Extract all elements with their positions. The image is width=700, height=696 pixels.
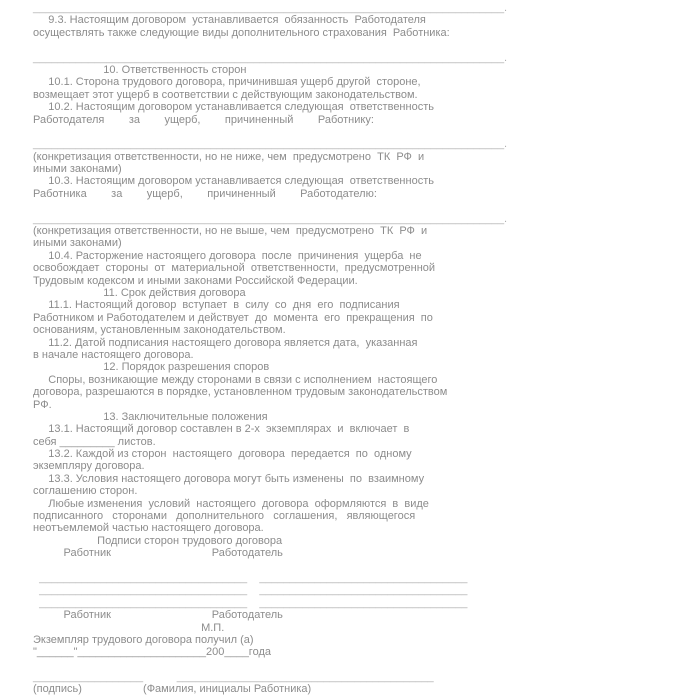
clause-10-3-note-line-2: иными законами) — [33, 237, 122, 250]
clause-13-3-para-2-line-1: Любые изменения условий настоящего договора оформляются в виде — [33, 497, 429, 510]
blank-line — [33, 659, 700, 671]
receipt-date-line: "______"_____________________200____года — [33, 646, 271, 659]
clause-13-3-para-2-line-3: неотъемлемой частью настоящего договора. — [33, 522, 264, 535]
clause-10-2-line-1: 10.2. Настоящим договором устанавливается следующая ответственность — [33, 101, 434, 114]
signature-party-labels: Работник Работодатель — [33, 609, 283, 622]
receipt-statement: Экземпляр трудового договора получил (а) — [33, 633, 254, 646]
blank-line — [33, 560, 700, 572]
signature-party-labels: Работник Работодатель — [33, 547, 283, 560]
clause-13-2-line-2: экземпляру договора. — [33, 460, 145, 473]
signatures-heading: Подписи сторон трудового договора — [33, 534, 283, 547]
clause-10-2-line-2: Работодателя за ущерб, причиненный Работнику: — [33, 113, 374, 126]
signature-line-pair: __________________________________ __________________________________ — [33, 596, 468, 609]
section-heading-12: 12. Порядок разрешения споров — [33, 361, 270, 374]
clause-13-3-line-2: соглашению сторон. — [33, 485, 138, 498]
clause-13-2-line-1: 13.2. Каждой из сторон настоящего договора передается по одному — [33, 448, 412, 461]
section-12-body-line-2: договора, разрешаются в порядке, установленном трудовым законодательством — [33, 386, 448, 399]
document-body — [33, 2, 700, 696]
section-heading-11: 11. Срок действия договора — [33, 286, 246, 299]
clause-10-4-line-1: 10.4. Расторжение настоящего договора после причинения ущерба не — [33, 249, 422, 262]
clause-11-1-line-3: основаниям, установленным законодательством. — [33, 324, 286, 337]
clause-10-1-line-1: 10.1. Сторона трудового договора, причинившая ущерб другой стороне, — [33, 76, 421, 89]
clause-10-1-line-2: возмещает этот ущерб в соответствии с действующим законодательством. — [33, 88, 418, 101]
fill-in-blank-line: _____________________________________________________________________________. — [33, 138, 508, 151]
clause-11-2-line-1: 11.2. Датой подписания настоящего договора является дата, указанная — [33, 336, 418, 349]
receipt-signature-line-pair: __________________ __________________________________________ — [33, 671, 434, 684]
clause-10-4-line-3: Трудовым кодексом и иными законами Российской Федерации. — [33, 274, 358, 287]
clause-11-2-line-2: в начале настоящего договора. — [33, 348, 194, 361]
clause-11-1-line-1: 11.1. Настоящий договор вступает в силу со дня его подписания — [33, 299, 400, 312]
clause-10-3-note-line-1: (конкретизация ответственности, но не выше, чем предусмотрено ТК РФ и — [33, 225, 428, 238]
section-12-body-line-3: РФ. — [33, 398, 52, 411]
clause-10-4-line-2: освобождает стороны от материальной ответственности, предусмотренной — [33, 262, 436, 275]
section-heading-10: 10. Ответственность сторон — [33, 63, 247, 76]
clause-13-1-line-1: 13.1. Настоящий договор составлен в 2-х экземплярах и включает в — [33, 423, 410, 436]
clause-13-3-para-2-line-2: подписанного сторонами дополнительного соглашения, являющегося — [33, 510, 416, 523]
blank-line — [33, 39, 700, 51]
clause-11-1-line-2: Работником и Работодателем и действует до момента его прекращения по — [33, 311, 433, 324]
section-12-body-line-1: Споры, возникающие между сторонами в связи с исполнением настоящего — [33, 373, 438, 386]
fill-in-blank-line: _____________________________________________________________________________. — [33, 2, 508, 14]
blank-line — [33, 126, 700, 138]
clause-10-3-line-2: Работника за ущерб, причиненный Работодателю: — [33, 187, 377, 200]
clause-13-1-line-2: себя _________ листов. — [33, 435, 156, 448]
blank-line — [33, 200, 700, 212]
clause-10-2-note-line-2: иными законами) — [33, 163, 122, 176]
fill-in-blank-line: _____________________________________________________________________________. — [33, 51, 508, 64]
signature-line-pair: __________________________________ __________________________________ — [33, 584, 468, 597]
clause-13-3-line-1: 13.3. Условия настоящего договора могут быть изменены по взаимному — [33, 472, 425, 485]
receipt-signature-captions: (подпись) (Фамилия, инициалы Работника) — [33, 683, 312, 696]
stamp-place-label: М.П. — [33, 621, 225, 634]
clause-10-2-note-line-1: (конкретизация ответственности, но не ниже, чем предусмотрено ТК РФ и — [33, 150, 425, 163]
section-heading-13: 13. Заключительные положения — [33, 410, 268, 423]
clause-9-3-line-1: 9.3. Настоящим договором устанавливается обязанность Работодателя — [33, 14, 426, 27]
clause-9-3-line-2: осуществлять также следующие виды дополнительного страхования Работника: — [33, 26, 450, 39]
signature-line-pair: __________________________________ __________________________________ — [33, 571, 468, 584]
clause-10-3-line-1: 10.3. Настоящим договором устанавливается следующая ответственность — [33, 175, 434, 188]
fill-in-blank-line: _____________________________________________________________________________. — [33, 212, 508, 225]
